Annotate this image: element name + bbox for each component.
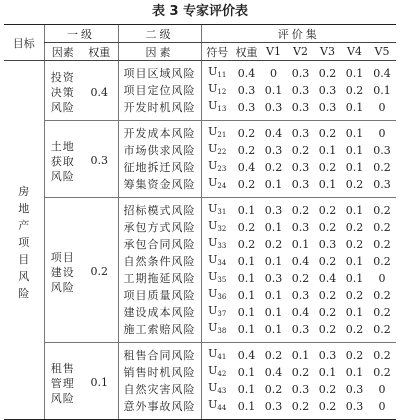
symbol-letter: U: [208, 202, 218, 215]
eval-v5: 0.2: [368, 321, 396, 343]
symbol-cell: [201, 236, 233, 253]
symbol-letter: U: [208, 364, 218, 377]
level2-weight: 0.3: [233, 99, 260, 121]
level2-weight: 0.1: [237, 254, 256, 268]
level2-weight: 0.1: [237, 365, 256, 379]
level2-factor: 自然条件风险: [118, 253, 201, 270]
level2-weight: 0.2: [237, 220, 256, 234]
eval-v5: 0.2: [373, 220, 391, 234]
symbol-subscript: 38: [217, 327, 227, 335]
symbol-subscript: 32: [217, 225, 227, 233]
eval-v5: 0: [378, 382, 386, 396]
symbol-letter: U: [208, 398, 218, 411]
table-title: 表 3 专家评价表: [151, 4, 249, 19]
eval-v5: 0.2: [373, 203, 391, 217]
symbol-subscript: 33: [217, 242, 227, 250]
level2-weight: 0.2: [237, 143, 256, 157]
eval-v2: 0.3: [287, 99, 314, 121]
level1-factor: 项目建设风险: [50, 250, 75, 294]
eval-v2: 0.3: [291, 126, 310, 140]
eval-v4: 0.3: [345, 382, 364, 396]
level1-factor: 投资决策风险: [50, 71, 75, 114]
level2-factor: 征地拆迁风险: [118, 159, 201, 176]
level2-weight: 0.1: [237, 382, 256, 396]
level2-weight: 0.1: [237, 203, 256, 217]
symbol-subscript: 13: [217, 105, 227, 113]
eval-v2: 0.1: [291, 348, 310, 362]
eval-v4: 0.1: [345, 305, 364, 319]
header-level2: 二级: [118, 25, 201, 43]
symbol-cell: [201, 159, 233, 176]
eval-v4: 0.1: [345, 66, 364, 80]
level2-factor: 承包合同风险: [118, 236, 201, 253]
symbol-letter: U: [208, 253, 218, 266]
symbol-letter: U: [208, 287, 218, 300]
eval-v3: 0.3: [318, 237, 337, 251]
header-v5: V5: [368, 43, 396, 61]
level2-factor: 租售合同风险: [118, 343, 201, 365]
eval-v2: 0.1: [291, 237, 310, 251]
eval-v3: 0.2: [318, 126, 337, 140]
level2-factor: 工期拖延风险: [118, 270, 201, 287]
eval-v3: 0.2: [314, 398, 341, 420]
level1-factor-cell: [44, 121, 81, 198]
level2-weight: 0.1: [237, 271, 256, 285]
table-row: [4, 121, 396, 143]
level2-weight: 0.3: [237, 83, 256, 97]
eval-v1: 0.1: [264, 220, 283, 234]
eval-v1: 0.1: [264, 288, 283, 302]
level2-factor: 项目定位风险: [118, 82, 201, 99]
level2-weight: 0.2: [237, 237, 256, 251]
eval-v5: 0: [378, 126, 386, 140]
level2-factor: 筹集资金风险: [118, 176, 201, 198]
header-v3: V3: [314, 43, 341, 61]
eval-v5: 0.4: [373, 66, 391, 80]
symbol-letter: U: [208, 176, 218, 189]
level2-weight: 0.1: [237, 305, 256, 319]
eval-v4: 0.2: [345, 288, 364, 302]
eval-v3: 0.2: [318, 305, 337, 319]
level2-factor: 自然灾害风险: [118, 381, 201, 398]
eval-v3: 0.2: [318, 288, 337, 302]
level2-weight: 0.1: [237, 288, 256, 302]
eval-v2: 0.4: [291, 254, 310, 268]
level2-weight: 0.4: [237, 160, 256, 174]
header-eval-set: 评价集: [201, 25, 396, 43]
eval-v4: 0.2: [341, 321, 368, 343]
eval-v4: 0.1: [341, 99, 368, 121]
eval-v1: 0.4: [264, 126, 283, 140]
target-label: 房地产项目风险: [18, 184, 30, 300]
eval-v1: 0.3: [264, 203, 283, 217]
symbol-letter: U: [208, 99, 218, 112]
header-v2: V2: [287, 43, 314, 61]
eval-v1: 0.1: [260, 176, 287, 198]
table-row: [4, 198, 396, 220]
eval-v2: 0.3: [291, 83, 310, 97]
symbol-subscript: 23: [217, 165, 227, 173]
eval-v3: 0.1: [318, 143, 337, 157]
eval-v5: 0.2: [373, 365, 391, 379]
eval-v4: 0.2: [345, 348, 364, 362]
level2-factor: 意外事故风险: [118, 398, 201, 420]
eval-v4: 0.1: [345, 203, 364, 217]
eval-v1: 0.4: [264, 365, 283, 379]
symbol-subscript: 43: [217, 387, 227, 395]
eval-v4: 0.1: [345, 160, 364, 174]
eval-v2: 0.4: [291, 305, 310, 319]
symbol-cell: [201, 381, 233, 398]
eval-v1: 0.1: [264, 254, 283, 268]
symbol-letter: U: [208, 321, 218, 334]
symbol-subscript: 41: [217, 353, 227, 361]
eval-v5: 0.2: [373, 237, 391, 251]
symbol-cell: [201, 343, 233, 365]
eval-v3: 0.3: [314, 99, 341, 121]
level2-factor: 招标模式风险: [118, 198, 201, 220]
symbol-cell: [201, 99, 233, 121]
eval-v2: 0.3: [291, 160, 310, 174]
symbol-cell: [201, 270, 233, 287]
level2-weight: 0.1: [233, 398, 260, 420]
eval-v1: 0.3: [260, 398, 287, 420]
level2-weight: 0.2: [237, 126, 256, 140]
eval-v4: 0.2: [345, 237, 364, 251]
level2-weight: 0.1: [233, 321, 260, 343]
symbol-subscript: 42: [217, 370, 227, 378]
symbol-cell: [201, 321, 233, 343]
eval-v5: 0: [368, 99, 396, 121]
eval-v2: 0.3: [291, 66, 310, 80]
level1-weight: 0.2: [81, 198, 118, 343]
eval-v1: 0.1: [260, 321, 287, 343]
eval-v4: 0.2: [341, 176, 368, 198]
header-row-1: [4, 25, 396, 43]
eval-v1: 0.3: [264, 143, 283, 157]
eval-v1: 0.1: [264, 305, 283, 319]
symbol-subscript: 21: [217, 131, 227, 139]
symbol-letter: U: [208, 125, 218, 138]
symbol-subscript: 34: [217, 259, 227, 267]
eval-v2: 0.2: [287, 398, 314, 420]
eval-v5: 0.3: [373, 143, 391, 157]
symbol-cell: [201, 364, 233, 381]
symbol-letter: U: [208, 236, 218, 249]
symbol-cell: [201, 176, 233, 198]
header-v4: V4: [341, 43, 368, 61]
eval-v1: 0.2: [264, 348, 283, 362]
table-body: [4, 61, 396, 420]
eval-v4: 0.1: [345, 126, 364, 140]
symbol-letter: U: [208, 381, 218, 394]
symbol-letter: U: [208, 219, 218, 232]
eval-v2: 0.2: [291, 271, 310, 285]
eval-v1: 0: [270, 66, 277, 80]
symbol-subscript: 22: [217, 148, 227, 156]
eval-v2: 0.3: [287, 176, 314, 198]
eval-v5: 0: [378, 271, 386, 285]
header-factor-1: 因素: [44, 43, 81, 61]
header-symbol: 符号: [201, 43, 233, 61]
eval-v1: 0.3: [260, 99, 287, 121]
symbol-letter: U: [208, 159, 218, 172]
level2-weight: 0.4: [237, 66, 256, 80]
symbol-subscript: 44: [217, 404, 227, 412]
header-weight-2: 权重: [233, 43, 260, 61]
symbol-cell: [201, 253, 233, 270]
eval-v4: 0.2: [345, 83, 364, 97]
level2-weight: 0.2: [233, 176, 260, 198]
level2-factor: 开发成本风险: [118, 121, 201, 143]
level1-factor-cell: [44, 61, 81, 121]
level1-factor-cell: [44, 343, 81, 420]
level2-factor: 项目质量风险: [118, 287, 201, 304]
header-factor-2: 因素: [118, 43, 201, 61]
symbol-subscript: 31: [217, 208, 227, 216]
level2-factor: 建设成本风险: [118, 304, 201, 321]
level2-factor: 销售时机风险: [118, 364, 201, 381]
eval-v4: 0.1: [345, 365, 364, 379]
symbol-letter: U: [208, 304, 218, 317]
eval-v4: 0.3: [341, 398, 368, 420]
eval-v3: 0.2: [318, 220, 337, 234]
eval-v4: 0.1: [345, 271, 364, 285]
eval-v5: 0.2: [373, 348, 391, 362]
symbol-cell: [201, 198, 233, 220]
level2-factor: 开发时机风险: [118, 99, 201, 121]
level2-weight: 0.4: [237, 348, 256, 362]
eval-v2: 0.3: [287, 321, 314, 343]
symbol-subscript: 24: [217, 182, 227, 190]
eval-v3: 0.4: [318, 271, 337, 285]
eval-v2: 0.2: [291, 365, 310, 379]
symbol-subscript: 11: [217, 71, 227, 79]
symbol-letter: U: [208, 142, 218, 155]
symbol-cell: [201, 219, 233, 236]
symbol-letter: U: [208, 65, 218, 78]
symbol-cell: [201, 82, 233, 99]
symbol-cell: [201, 287, 233, 304]
eval-v3: 0.2: [318, 254, 337, 268]
header-level1: 一级: [44, 25, 118, 43]
eval-v5: 0.2: [373, 288, 391, 302]
eval-v5: 0.2: [373, 254, 391, 268]
symbol-cell: [201, 398, 233, 420]
eval-v3: 0.1: [318, 365, 337, 379]
eval-v3: 0.2: [318, 203, 337, 217]
eval-v3: 0.3: [318, 348, 337, 362]
level2-factor: 项目区域风险: [118, 61, 201, 83]
eval-v2: 0.3: [291, 288, 310, 302]
level1-factor-cell: [44, 198, 81, 343]
eval-v5: 0: [368, 398, 396, 420]
level1-weight: 0.3: [81, 121, 118, 198]
symbol-cell: [201, 61, 233, 83]
eval-v2: 0.3: [291, 220, 310, 234]
symbol-letter: U: [208, 270, 218, 283]
eval-v1: 0.3: [264, 271, 283, 285]
symbol-cell: [201, 142, 233, 159]
eval-v2: 0.2: [291, 203, 310, 217]
eval-v3: 0.2: [318, 66, 337, 80]
table-row: [4, 343, 396, 365]
symbol-cell: [201, 121, 233, 143]
symbol-subscript: 35: [217, 276, 227, 284]
expert-evaluation-table: [4, 24, 396, 420]
eval-v5: 0.1: [373, 83, 391, 97]
symbol-subscript: 12: [217, 88, 227, 96]
eval-v4: 0.1: [345, 254, 364, 268]
eval-v3: 0.2: [318, 382, 337, 396]
eval-v3: 0.3: [318, 83, 337, 97]
eval-v1: 0.2: [264, 382, 283, 396]
eval-v3: 0.1: [314, 176, 341, 198]
symbol-subscript: 37: [217, 310, 227, 318]
symbol-letter: U: [208, 82, 218, 95]
eval-v3: 0.2: [314, 321, 341, 343]
level1-factor: 租售管理风险: [50, 361, 75, 405]
eval-v1: 0.2: [264, 237, 283, 251]
eval-v4: 0.2: [345, 220, 364, 234]
symbol-cell: [201, 304, 233, 321]
eval-v1: 0.2: [264, 160, 283, 174]
eval-v5: 0.3: [368, 176, 396, 198]
eval-v3: 0.2: [318, 160, 337, 174]
eval-v2: 0.2: [291, 143, 310, 157]
eval-v1: 0.1: [264, 83, 283, 97]
level2-factor: 施工索赔风险: [118, 321, 201, 343]
level1-weight: 0.1: [81, 343, 118, 420]
level2-factor: 承包方式风险: [118, 219, 201, 236]
eval-v2: 0.3: [291, 382, 310, 396]
header-v1: V1: [260, 43, 287, 61]
header-target: 目标: [4, 25, 44, 61]
eval-v4: 0.1: [345, 143, 364, 157]
symbol-letter: U: [208, 347, 218, 360]
eval-v5: 0.2: [373, 160, 391, 174]
symbol-subscript: 36: [217, 293, 227, 301]
target-cell: [4, 61, 44, 420]
header-row-2: [4, 43, 396, 61]
header-weight-1: 权重: [81, 43, 118, 61]
level2-factor: 市场供求风险: [118, 142, 201, 159]
level1-factor: 土地获取风险: [50, 139, 75, 183]
eval-v5: 0.2: [373, 305, 391, 319]
table-row: [4, 61, 396, 83]
level1-weight: 0.4: [81, 61, 118, 121]
